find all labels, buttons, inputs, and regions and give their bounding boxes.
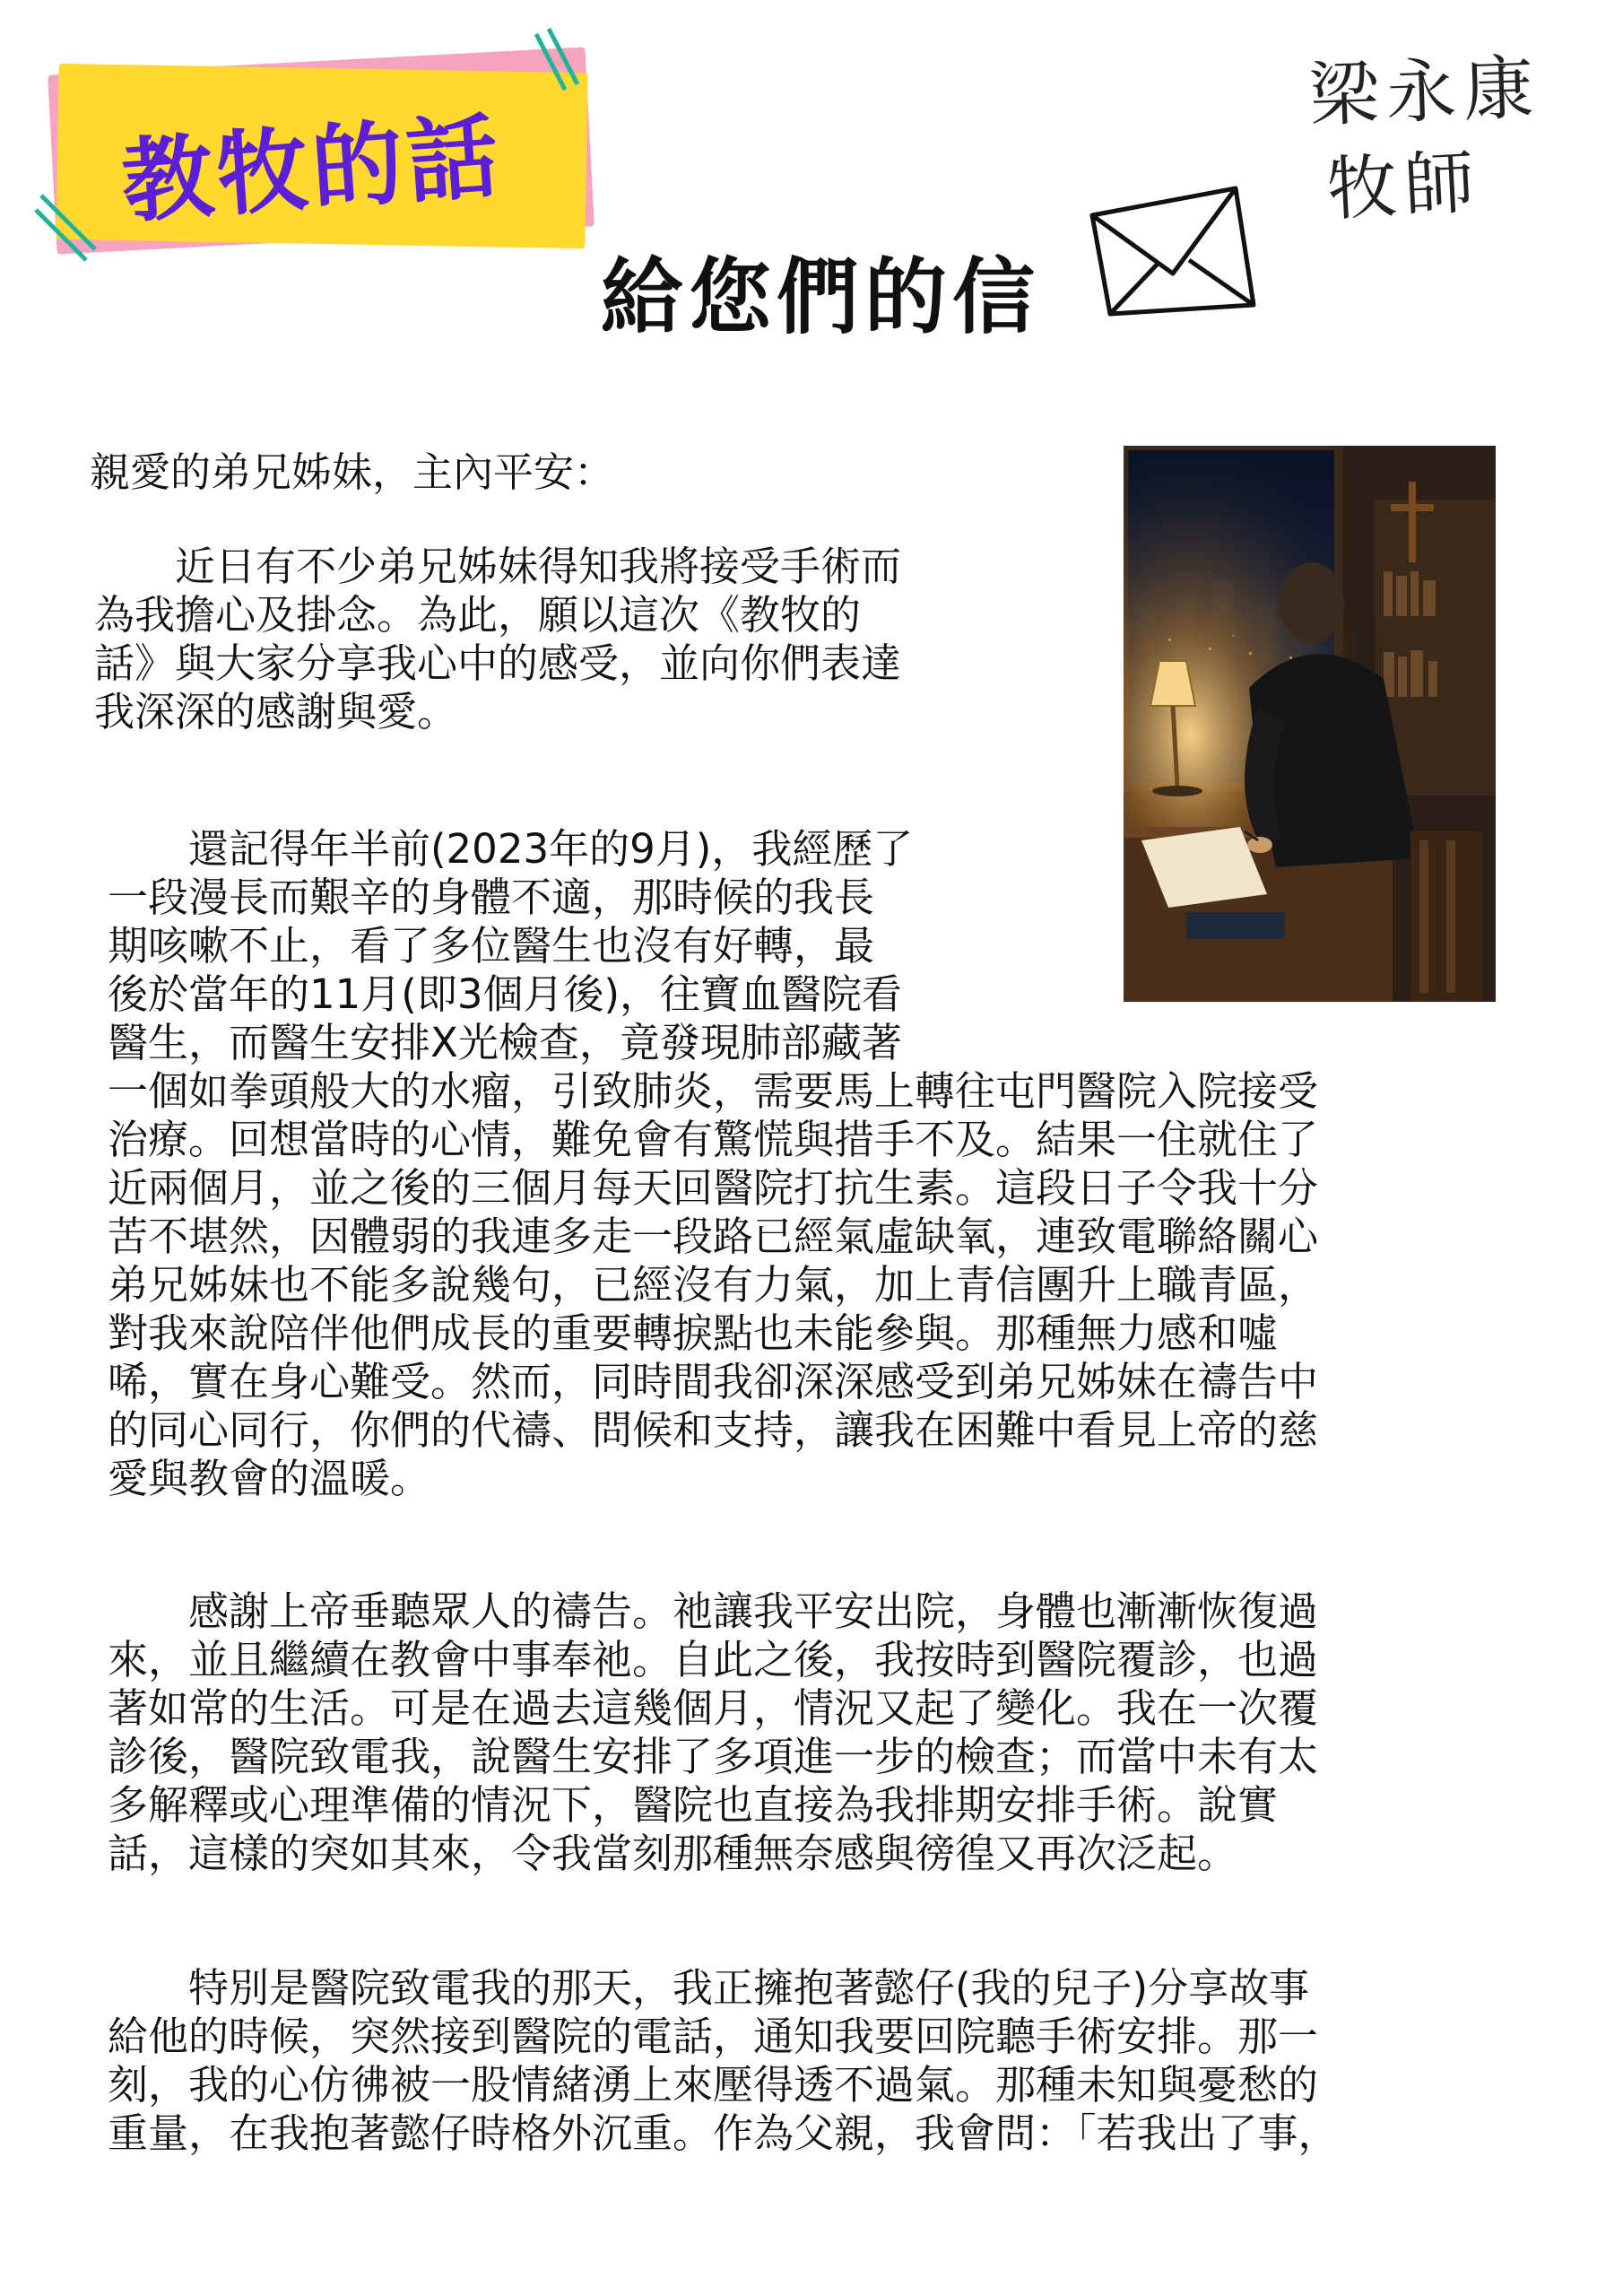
signature-title: 牧師 xyxy=(1324,142,1484,231)
author-signature xyxy=(1309,43,1578,258)
section-label: 教牧的話 xyxy=(117,103,506,237)
page-title: 給您們的信 xyxy=(601,249,1041,345)
signature-name: 梁永康 xyxy=(1307,48,1542,137)
envelope-icon xyxy=(1083,179,1263,323)
paragraph-2-part-1: 還記得年半前(2023年的9月)，我經歷了 一段漫長而艱辛的身體不適，那時候的我長 期咳嗽不止，看了多位醫生也沒有好轉，最 後於當年的11月(即3個月後)，往寶血醫院看 醫生，而醫生安排X光檢查，竟發現肺部藏著 xyxy=(108,825,914,1066)
paragraph-4: 特別是醫院致電我的那天，我正擁抱著懿仔(我的兒子)分享故事 給他的時候，突然接到醫院的電話，通知我要回院聽手術安排。那一 刻，我的心仿彿被一股情緒湧上來壓得透不過氣。那種未知與憂愁的 重量，在我抱著懿仔時格外沉重。作為父親，我會問：「若我出了事， xyxy=(108,1964,1339,2157)
accent-strokes-top xyxy=(529,27,583,108)
header-label xyxy=(36,25,610,267)
paragraph-1: 近日有不少弟兄姊妹得知我將接受手術而 為我擔心及掛念。為此，願以這次《教牧的 話》與大家分享我心中的感受，並向你們表達 我深深的感謝與愛。 xyxy=(94,543,902,735)
paragraph-3: 感謝上帝垂聽眾人的禱告。祂讓我平安出院，身體也漸漸恢復過 來，並且繼續在教會中事奉祂。自此之後，我按時到醫院覆診，也過 著如常的生活。可是在過去這幾個月，情況又起了變化。我在一次覆 診後，醫院致電我，說醫生安排了多項進一步的檢查；而當中未有太 多解釋或心理準備的情況下，醫院也直接為我排期安排手術。說實 話，這樣的突如其來，令我當刻那種無奈感與徬徨又再次泛起。 xyxy=(108,1587,1319,1877)
accent-strokes-bottom xyxy=(32,187,113,267)
illustration-man-writing xyxy=(1124,446,1496,1002)
greeting: 親愛的弟兄姊妹，主內平安： xyxy=(90,448,615,496)
paragraph-2-part-2: 一個如拳頭般大的水瘤，引致肺炎，需要馬上轉往屯門醫院入院接受 治療。回想當時的心情，難免會有驚慌與措手不及。結果一住就住了 近兩個月，並之後的三個月每天回醫院打抗生素。這段日子令我十分 苦不堪然，因體弱的我連多走一段路已經氣虛缺氧，連致電聯絡關心 弟兄姊妹也不能多說幾句，已經沒有力氣，加上青信團升上職青區， 對我來說陪伴他們成長的重要轉捩點也未能參與。那種無力感和噓 唏，實在身心難受。然而，同時間我卻深深感受到弟兄姊妹在禱告中 的同心同行，你們的代禱、問候和支持，讓我在困難中看見上帝的慈 愛與教會的溫暖。 xyxy=(108,1067,1319,1502)
